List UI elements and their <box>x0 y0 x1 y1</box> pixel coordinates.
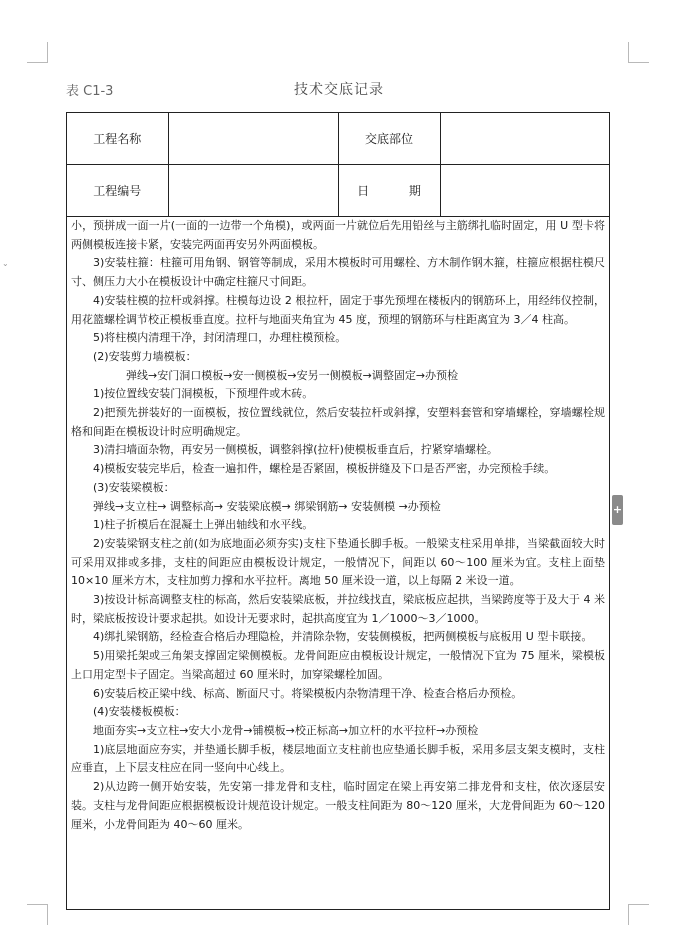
paragraph: 2)把预先拼装好的一面模板，按位置线就位，然后安装拉杆或斜撑，安塑料套管和穿墙螺栓，穿墙螺栓规格和间距在模板设计时应明确规定。 <box>71 406 605 438</box>
section-heading: (2)安装剪力墙模板： <box>93 349 197 363</box>
location-field[interactable] <box>440 113 609 165</box>
project-name-label: 工程名称 <box>67 113 168 165</box>
paragraph: 5)用梁托架或三角架支撑固定梁侧模板。龙骨间距应由模板设计规定，一般情况下宜为 75 厘米，梁模板上口用定型卡子固定。当梁高超过 60 厘米时，加穿梁螺栓加固。 <box>71 649 605 681</box>
paragraph: 2)安装梁钢支柱之前(如为底地面必须夯实)支柱下垫通长脚手板。一般梁支柱采用单排，当梁截面较大时可采用双排或多排，支柱的间距应由模板设计规定，一般情况下，间距以 60～100 厘米为宜。支柱上面垫 10×10 厘米方木，支柱加剪力撑和水平拉杆。离地 50 厘米设一道，以上每隔 2 米设一道。 <box>71 536 605 588</box>
paragraph: 5)将柱模内清理干净，封闭清理口，办理柱模预检。 <box>93 331 347 345</box>
process-flow: 弹线→安门洞口模板→安一侧模板→安另一侧模板→调整固定→办预检 <box>126 368 459 382</box>
crop-mark-top-right <box>628 42 649 63</box>
crop-mark-bottom-left <box>27 904 48 925</box>
paragraph: 1)底层地面应夯实，并垫通长脚手板，楼层地面立支柱前也应垫通长脚手板，采用多层支架支模时，支柱应垂直，上下层支柱应在同一竖向中心线上。 <box>71 742 605 775</box>
date-label: 日 期 <box>338 165 440 217</box>
paragraph: 3)安装柱箍：柱箍可用角钢、钢管等制成，采用木模板时可用螺栓、方木制作钢木箍，柱箍应根据柱模尺寸、侧压力大小在模板设计中确定柱箍尺寸间距。 <box>71 256 605 289</box>
project-no-field[interactable] <box>168 165 338 217</box>
project-name-field[interactable] <box>168 113 338 165</box>
page-edge-marker-icon: ⌄ <box>2 259 9 268</box>
disclosure-content <box>71 217 605 834</box>
section-heading: (4)安装楼板模板： <box>93 705 186 719</box>
process-flow: 地面夯实→支立柱→安大小龙骨→铺模板→校正标高→加立杆的水平拉杆→办预检 <box>93 723 479 737</box>
paragraph: 3)按设计标高调整支柱的标高，然后安装梁底板，并拉线找直，梁底板应起拱，当梁跨度等于及大于 4 米时，梁底板按设计要求起拱。如设计无要求时，起拱高度宜为 1／1000～3／1000。 <box>71 593 605 625</box>
section-heading: (3)安装梁模板： <box>93 480 175 494</box>
table-row <box>67 113 609 165</box>
paragraph: 4)安装柱模的拉杆或斜撑。柱模每边设 2 根拉杆，固定于事先预埋在楼板内的钢筋环上，用经纬仪控制，用花篮螺栓调节校正模板垂直度。拉杆与地面夹角宜为 45 度，预埋的钢筋环与柱距离宜为 3／4 柱高。 <box>71 293 605 326</box>
table-row <box>67 165 609 217</box>
info-table <box>67 113 609 217</box>
location-label: 交底部位 <box>338 113 440 165</box>
paragraph: 小，预拼成一面一片(一面的一边带一个角模)，或两面一片就位后先用铅丝与主筋绑扎临时固定，用 U 型卡将两侧模板连接卡紧，安装完两面再安另外两面模板。 <box>71 219 605 251</box>
record-form <box>66 112 610 910</box>
paragraph: 4)模板安装完毕后，检查一遍扣件，螺栓是否紧固，模板拼缝及下口是否严密，办完预检手续。 <box>93 462 556 476</box>
expand-plus-icon[interactable]: + <box>612 495 623 525</box>
paragraph: 1)柱子折模后在混凝土上弹出轴线和水平线。 <box>93 518 314 532</box>
paragraph: 3)清扫墙面杂物，再安另一侧模板，调整斜撑(拉杆)使模板垂直后，拧紧穿墙螺栓。 <box>93 443 498 457</box>
crop-mark-bottom-right <box>628 904 649 925</box>
paragraph: 2)从边跨一侧开始安装，先安第一排龙骨和支柱，临时固定在梁上再安第二排龙骨和支柱，依次逐层安装。支柱与龙骨间距应根据模板设计规范设计规定。一般支柱间距为 80～120 厘米，大龙骨间距为 60～120 厘米，小龙骨间距为 40～60 厘米。 <box>71 780 605 831</box>
paragraph: 4)绑扎梁钢筋，经检查合格后办理隐检，并清除杂物，安装侧模板，把两侧模板与底板用 U 型卡联接。 <box>93 630 593 644</box>
crop-mark-top-left <box>27 42 48 63</box>
date-field[interactable] <box>440 165 609 217</box>
form-code: 表 C1-3 <box>66 84 114 99</box>
project-no-label: 工程编号 <box>67 165 168 217</box>
document-title: 技术交底记录 <box>294 82 384 98</box>
paragraph: 6)安装后校正梁中线、标高、断面尺寸。将梁模板内杂物清理干净、检查合格后办预检。 <box>93 686 523 700</box>
process-flow: 弹线→支立柱→ 调整标高→ 安装梁底模→ 绑梁钢筋→ 安装侧模 →办预检 <box>93 499 441 513</box>
paragraph: 1)按位置线安装门洞模板，下预埋件或木砖。 <box>93 387 314 401</box>
